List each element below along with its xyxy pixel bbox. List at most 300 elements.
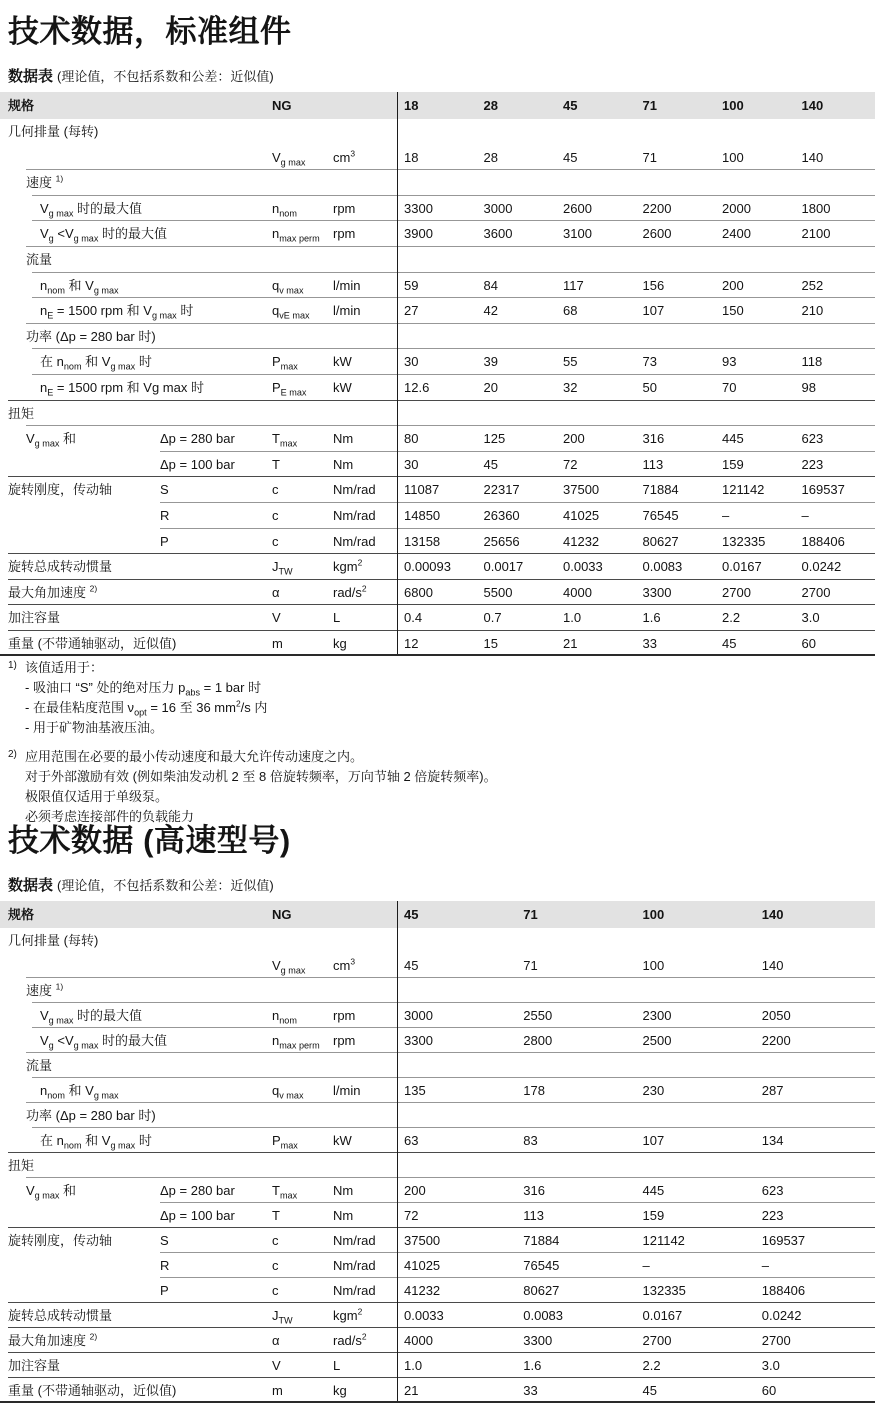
- row-sublabel: R: [160, 507, 170, 523]
- cell-value: 252: [801, 277, 824, 293]
- table-row: [0, 477, 875, 503]
- row-unit: Nm/rad: [333, 507, 376, 523]
- table-row: [0, 1303, 875, 1328]
- cell-value: 188406: [761, 1283, 806, 1299]
- cell-value: 0.0017: [483, 559, 524, 575]
- table-row: [0, 298, 875, 324]
- row-symbol: $P_{max}$: [272, 354, 298, 372]
- cell-value: –: [761, 1258, 769, 1274]
- cell-value: 121142: [642, 1233, 685, 1249]
- table-row: [0, 452, 875, 478]
- cell-value: 623: [761, 1183, 784, 1199]
- cell-value: 45: [563, 149, 578, 165]
- cell-value: 2700: [722, 584, 751, 600]
- row-symbol: c: [272, 1233, 279, 1249]
- row-label: 流量: [26, 251, 53, 267]
- cell-value: 2100: [801, 226, 831, 242]
- footnote: [8, 658, 875, 738]
- cell-value: 21: [563, 635, 578, 651]
- row-unit: kgm$^2$: [333, 557, 363, 575]
- row-unit: kg: [333, 635, 347, 651]
- cell-value: 223: [761, 1208, 784, 1224]
- cell-value: 3000: [404, 1008, 433, 1024]
- row-unit: Nm/rad: [333, 533, 376, 549]
- row-unit: kW: [333, 1133, 352, 1149]
- row-sublabel: S: [160, 1233, 169, 1249]
- table-header-row: [0, 92, 875, 119]
- footnote: [8, 747, 875, 827]
- row-label: 速度 $^{1)}$: [26, 982, 64, 999]
- row-label: 旋转刚度，传动轴: [8, 1233, 113, 1249]
- cell-value: 169537: [761, 1233, 806, 1249]
- subtitle-note: (理论值，不包括系数和公差：近似值): [57, 69, 274, 84]
- subtitle-label: 数据表: [8, 877, 54, 895]
- cell-value: 107: [642, 303, 665, 319]
- footnote-line: 应用范围在必要的最小传动速度和最大允许传动速度之内。: [25, 749, 364, 765]
- row-unit: L: [333, 610, 341, 626]
- row-unit: Nm: [333, 431, 354, 447]
- row-label: 在 $n_{nom}$ 和 $V_{g max}$ 时: [40, 354, 152, 372]
- row-sublabel: Δp = 280 bar: [160, 1183, 235, 1199]
- cell-value: 0.0167: [642, 1308, 683, 1324]
- row-symbol: $P_{max}$: [272, 1133, 298, 1152]
- row-symbol: $n_{max perm}$: [272, 1033, 320, 1052]
- row-label: 旋转刚度，传动轴: [8, 482, 113, 498]
- cell-value: 210: [801, 303, 824, 319]
- table-row: [0, 1353, 875, 1378]
- cell-value: 169537: [801, 482, 845, 498]
- row-label: 重量 (不带通轴驱动，近似值): [8, 1383, 177, 1399]
- cell-value: 3300: [523, 1333, 553, 1349]
- cell-value: 76545: [642, 507, 679, 523]
- row-unit: Nm/rad: [333, 1283, 376, 1299]
- row-symbol: $q_{v max}$: [272, 1083, 304, 1102]
- row-unit: rpm: [333, 1033, 356, 1049]
- table-subtitle: [8, 65, 875, 86]
- cell-value: 72: [563, 456, 578, 472]
- cell-value: 55: [563, 354, 578, 370]
- table-row: [0, 1003, 875, 1028]
- cell-value: 4000: [404, 1333, 433, 1349]
- table-section-row: [0, 928, 875, 953]
- cell-value: 1800: [801, 200, 831, 216]
- cell-value: 15: [483, 635, 498, 651]
- table-row: [0, 503, 875, 529]
- cell-value: 2700: [761, 1333, 791, 1349]
- row-label: $V_g <V_{g max}$ 时的最大值: [40, 1033, 167, 1052]
- cell-value: 45: [722, 635, 737, 651]
- cell-value: 230: [642, 1083, 665, 1099]
- row-symbol: $V_{g max}$: [272, 149, 306, 168]
- cell-value: 117: [563, 277, 584, 293]
- footnote-line: - 用于矿物油基液压油。: [25, 720, 163, 736]
- row-symbol: c: [272, 1258, 279, 1274]
- row-symbol: m: [272, 635, 283, 651]
- row-label: $n_{nom}$ 和 $V_{g max}$: [40, 277, 119, 296]
- table-section-row: [0, 978, 875, 1003]
- row-label: $V_{g max}$ 和: [26, 431, 77, 449]
- cell-value: 223: [801, 456, 824, 472]
- cell-value: 12.6: [404, 379, 430, 395]
- table-row: [0, 529, 875, 555]
- cell-value: 6800: [404, 584, 433, 600]
- cell-value: 140: [801, 149, 824, 165]
- cell-value: 156: [642, 277, 665, 293]
- table-section-row: [0, 324, 875, 350]
- row-sublabel: Δp = 100 bar: [160, 1208, 235, 1224]
- cell-value: 98: [801, 379, 816, 395]
- section-standard-components: [0, 6, 875, 825]
- row-unit: $cm^3$: [333, 957, 356, 974]
- cell-value: 159: [722, 456, 744, 472]
- header-ng-label: NG: [272, 907, 292, 923]
- table-row: [0, 375, 875, 401]
- cell-value: 2550: [523, 1008, 553, 1024]
- row-symbol: $T_{max}$: [272, 1183, 298, 1202]
- cell-value: 3100: [563, 226, 592, 242]
- cell-value: 30: [404, 354, 419, 370]
- row-unit: rad/$s^2$: [333, 1332, 367, 1349]
- row-unit: l/min: [333, 277, 361, 293]
- cell-value: 2200: [642, 200, 672, 216]
- row-unit: rpm: [333, 226, 356, 242]
- row-sublabel: S: [160, 482, 169, 498]
- table-row: [0, 1078, 875, 1103]
- row-symbol: α: [272, 1333, 280, 1349]
- row-label: $V_{g max}$ 时的最大值: [40, 1008, 143, 1027]
- cell-value: 37500: [404, 1233, 441, 1249]
- footnote-marker: 1): [8, 660, 17, 672]
- table-row: [0, 221, 875, 247]
- cell-value: 39: [483, 354, 498, 370]
- row-unit: rpm: [333, 1008, 356, 1024]
- cell-value: 37500: [563, 482, 600, 498]
- row-unit: Nm: [333, 1208, 354, 1224]
- cell-value: 5500: [483, 584, 513, 600]
- cell-value: 0.7: [483, 610, 502, 626]
- row-unit: rad/$s^2$: [333, 583, 367, 600]
- cell-value: 45: [404, 958, 419, 974]
- section-high-speed: [0, 815, 875, 1403]
- cell-value: –: [642, 1258, 650, 1274]
- cell-value: 33: [642, 635, 657, 651]
- header-spec-label: 规格: [8, 907, 35, 923]
- row-label: 在 $n_{nom}$ 和 $V_{g max}$ 时: [40, 1133, 152, 1152]
- table-row: [0, 1203, 875, 1228]
- table-section-row: [0, 1153, 875, 1178]
- cell-value: 445: [722, 431, 744, 447]
- cell-value: 125: [483, 431, 506, 447]
- datasheet-page: [0, 6, 875, 1399]
- table-row: [0, 145, 875, 171]
- row-symbol: T: [272, 1208, 280, 1224]
- row-unit: Nm: [333, 456, 354, 472]
- cell-value: 45: [483, 456, 498, 472]
- table-row: [0, 196, 875, 222]
- cell-value: 113: [523, 1208, 544, 1224]
- table-section-row: [0, 247, 875, 273]
- subtitle-note: (理论值，不包括系数和公差：近似值): [57, 878, 274, 894]
- cell-value: 3900: [404, 226, 433, 242]
- cell-value: 3300: [404, 200, 433, 216]
- cell-value: 200: [404, 1183, 426, 1199]
- cell-value: 200: [722, 277, 744, 293]
- cell-value: 3300: [642, 584, 672, 600]
- row-unit: rpm: [333, 200, 356, 216]
- row-symbol: V: [272, 1358, 281, 1374]
- table-row: [0, 426, 875, 452]
- cell-value: 132335: [642, 1283, 686, 1299]
- cell-value: 1.0: [404, 1358, 423, 1374]
- row-unit: kgm$^2$: [333, 1307, 363, 1324]
- row-label: 旋转总成转动惯量: [8, 1308, 113, 1324]
- row-symbol: $q_{v max}$: [272, 277, 304, 296]
- cell-value: 50: [642, 379, 657, 395]
- cell-value: 0.00093: [404, 559, 451, 575]
- cell-value: 140: [761, 958, 784, 974]
- cell-value: 2700: [801, 584, 831, 600]
- row-label: 重量 (不带通轴驱动，近似值): [8, 635, 177, 651]
- column-header-size: 140: [761, 907, 784, 923]
- page-title-high-speed: 技术数据 (高速型号): [8, 823, 291, 859]
- row-unit: $cm^3$: [333, 148, 356, 165]
- header-spec-label: 规格: [8, 98, 35, 113]
- table-header-row: [0, 901, 875, 928]
- row-symbol: $T_{max}$: [272, 431, 298, 449]
- row-label: $V_{g max}$ 时的最大值: [40, 200, 143, 219]
- row-symbol: $n_{nom}$: [272, 200, 297, 219]
- page-title: 技术数据，标准组件: [8, 14, 292, 49]
- row-unit: Nm/rad: [333, 482, 376, 498]
- row-unit: kW: [333, 354, 352, 370]
- row-symbol: α: [272, 584, 280, 600]
- column-header-size: 45: [404, 907, 419, 923]
- cell-value: 1.0: [563, 610, 582, 626]
- row-unit: Nm/rad: [333, 1233, 376, 1249]
- cell-value: 0.4: [404, 610, 423, 626]
- cell-value: 0.0033: [563, 559, 603, 575]
- cell-value: 2800: [523, 1033, 553, 1049]
- cell-value: 2.2: [642, 1358, 661, 1374]
- cell-value: 76545: [523, 1258, 560, 1274]
- row-sublabel: P: [160, 533, 169, 549]
- cell-value: 0.0167: [722, 559, 762, 575]
- cell-value: 71: [642, 149, 657, 165]
- cell-value: 2600: [563, 200, 592, 216]
- row-label: 速度 $^{1)}$: [26, 173, 64, 191]
- cell-value: 1.6: [523, 1358, 542, 1374]
- column-header-size: 100: [642, 907, 665, 923]
- row-unit: l/min: [333, 1083, 361, 1099]
- cell-value: 113: [642, 456, 664, 472]
- column-divider-line: [397, 901, 398, 1403]
- cell-value: 60: [801, 635, 816, 651]
- cell-value: 42: [483, 303, 498, 319]
- table-row: [0, 631, 875, 657]
- row-unit: Nm/rad: [333, 1258, 376, 1274]
- cell-value: 12: [404, 635, 419, 651]
- table-row: [0, 1028, 875, 1053]
- subtitle-label: 数据表: [8, 68, 54, 85]
- table-bottom-rule: [0, 654, 875, 656]
- row-label: 加注容量: [8, 1358, 61, 1374]
- row-sublabel: Δp = 280 bar: [160, 431, 235, 447]
- table-section-row: [0, 1053, 875, 1078]
- cell-value: 60: [761, 1383, 777, 1399]
- cell-value: 118: [801, 354, 823, 370]
- data-table-standard: [0, 92, 875, 656]
- table-subtitle-high-speed: [8, 874, 875, 895]
- row-label: $V_{g max}$ 和: [26, 1183, 77, 1202]
- table-section-row: [0, 1103, 875, 1128]
- row-label: 几何排量 (每转): [8, 933, 99, 949]
- table-row: [0, 580, 875, 606]
- data-table-high-speed: [0, 901, 875, 1403]
- row-symbol: c: [272, 533, 279, 549]
- row-label: 旋转总成转动惯量: [8, 559, 113, 575]
- cell-value: 178: [523, 1083, 545, 1099]
- cell-value: 41025: [404, 1258, 441, 1274]
- footnote-line: 必须考虑连接部件的负载能力: [25, 809, 195, 825]
- row-unit: kW: [333, 379, 352, 395]
- row-label: 功率 (Δp = 280 bar 时): [26, 1108, 156, 1124]
- cell-value: 107: [642, 1133, 665, 1149]
- column-divider-line: [397, 92, 398, 656]
- cell-value: 0.0033: [404, 1308, 444, 1324]
- cell-value: 2500: [642, 1033, 672, 1049]
- row-label: 扭矩: [8, 405, 35, 421]
- table-row: [0, 1228, 875, 1253]
- cell-value: 2600: [642, 226, 672, 242]
- row-symbol: $q_{vE max}$: [272, 303, 310, 321]
- cell-value: 3000: [483, 200, 513, 216]
- row-sublabel: R: [160, 1258, 170, 1274]
- cell-value: 41232: [404, 1283, 441, 1299]
- table-row: [0, 953, 875, 978]
- cell-value: 13158: [404, 533, 441, 549]
- cell-value: 93: [722, 354, 737, 370]
- column-header-size: 18: [404, 98, 419, 113]
- row-label: $V_g <V_{g max}$ 时的最大值: [40, 226, 167, 244]
- cell-value: 2300: [642, 1008, 672, 1024]
- row-symbol: c: [272, 1283, 279, 1299]
- cell-value: 25656: [483, 533, 520, 549]
- cell-value: 80627: [642, 533, 679, 549]
- table-row: [0, 1128, 875, 1153]
- footnote-line: 该值适用于：: [25, 660, 104, 676]
- cell-value: 445: [642, 1183, 665, 1199]
- row-symbol: $n_{max perm}$: [272, 226, 320, 244]
- cell-value: 2050: [761, 1008, 791, 1024]
- cell-value: 83: [523, 1133, 538, 1149]
- cell-value: 20: [483, 379, 498, 395]
- cell-value: 1.6: [642, 610, 661, 626]
- cell-value: 159: [642, 1208, 665, 1224]
- cell-value: 27: [404, 303, 419, 319]
- cell-value: 33: [523, 1383, 538, 1399]
- row-unit: l/min: [333, 303, 361, 319]
- column-header-size: 140: [801, 98, 824, 113]
- cell-value: 28: [483, 149, 498, 165]
- header-ng-label: NG: [272, 98, 292, 113]
- table-section-row: [0, 401, 875, 427]
- cell-value: 0.0083: [523, 1308, 564, 1324]
- cell-value: 32: [563, 379, 578, 395]
- footnote-line: 极限值仅适用于单级泵。: [25, 789, 169, 805]
- table-row: [0, 1253, 875, 1278]
- cell-value: 316: [642, 431, 665, 447]
- table-row: [0, 1328, 875, 1353]
- cell-value: 71884: [523, 1233, 560, 1249]
- column-header-size: 28: [483, 98, 498, 113]
- row-symbol: c: [272, 482, 279, 498]
- row-symbol: c: [272, 507, 279, 523]
- cell-value: 134: [761, 1133, 784, 1149]
- table-row: [0, 349, 875, 375]
- cell-value: 4000: [563, 584, 592, 600]
- cell-value: –: [722, 507, 730, 523]
- cell-value: 200: [563, 431, 585, 447]
- row-symbol: $V_{g max}$: [272, 958, 306, 977]
- cell-value: 100: [642, 958, 665, 974]
- row-symbol: $n_{nom}$: [272, 1008, 297, 1027]
- row-symbol: $J_{TW}$: [272, 559, 293, 577]
- row-symbol: $J_{TW}$: [272, 1308, 293, 1327]
- table-row: [0, 1178, 875, 1203]
- row-sublabel: Δp = 100 bar: [160, 456, 235, 472]
- cell-value: –: [801, 507, 809, 523]
- cell-value: 84: [483, 277, 498, 293]
- cell-value: 73: [642, 354, 657, 370]
- cell-value: 80627: [523, 1283, 560, 1299]
- cell-value: 3.0: [761, 1358, 780, 1374]
- cell-value: 2700: [642, 1333, 672, 1349]
- cell-value: 63: [404, 1133, 419, 1149]
- cell-value: 80: [404, 431, 419, 447]
- row-label: $n_E = 1500$ rpm 和 Vg max 时: [40, 379, 204, 398]
- column-header-size: 71: [642, 98, 657, 113]
- cell-value: 59: [404, 277, 419, 293]
- cell-value: 3300: [404, 1033, 433, 1049]
- row-symbol: $P_{E max}$: [272, 379, 307, 398]
- row-label: 流量: [26, 1058, 53, 1074]
- cell-value: 71: [523, 958, 538, 974]
- row-unit: Nm: [333, 1183, 354, 1199]
- row-symbol: m: [272, 1383, 283, 1399]
- row-label: 加注容量: [8, 610, 61, 626]
- cell-value: 2200: [761, 1033, 791, 1049]
- cell-value: 21: [404, 1383, 419, 1399]
- cell-value: 132335: [722, 533, 766, 549]
- cell-value: 68: [563, 303, 578, 319]
- cell-value: 45: [642, 1383, 657, 1399]
- column-header-size: 71: [523, 907, 538, 923]
- cell-value: 121142: [722, 482, 765, 498]
- footnotes: [8, 658, 875, 825]
- cell-value: 100: [722, 149, 744, 165]
- cell-value: 14850: [404, 507, 441, 523]
- cell-value: 71884: [642, 482, 679, 498]
- table-section-row: [0, 170, 875, 196]
- cell-value: 0.0083: [642, 559, 683, 575]
- row-label: 最大角加速度 $^{2)}$: [8, 583, 98, 600]
- footnote-line: - 在最佳粘度范围 $\nu_{opt} = 16$ 至 36 $mm^2/s$ 内: [25, 699, 268, 719]
- table-row: [0, 554, 875, 580]
- table-row: [0, 1278, 875, 1303]
- row-unit: kg: [333, 1383, 347, 1399]
- cell-value: 72: [404, 1208, 419, 1224]
- column-header-size: 100: [722, 98, 744, 113]
